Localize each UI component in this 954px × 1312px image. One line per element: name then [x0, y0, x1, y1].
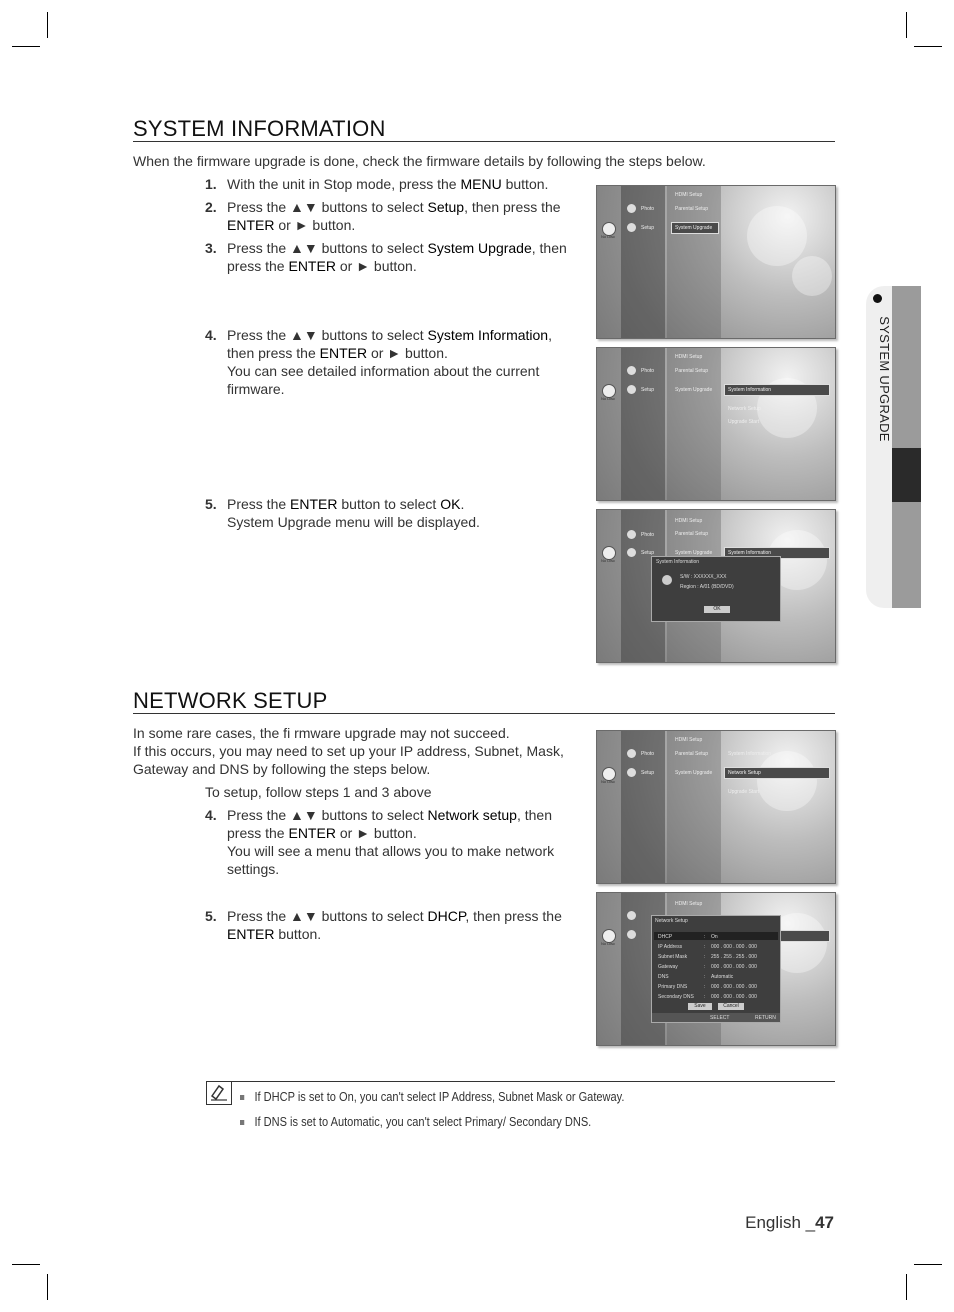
- net-row-key: Primary DNS: [658, 984, 688, 990]
- net-row-value: Automatic: [711, 974, 734, 980]
- intro-line: In some rare cases, the fi rmware upgrade may not succeed.: [133, 725, 510, 741]
- screenshot-setup-menu: No Disc Photo Setup HDMI Setup Parental Setup System Upgrade: [596, 185, 836, 339]
- ok-button[interactable]: OK: [704, 606, 730, 613]
- net-row-value: 255 . 255 . 255 . 000: [711, 954, 757, 960]
- system-information-dialog: System Information S/W : XXXXXX_XXX Region : A/01 (BD/DVD) OK: [651, 556, 781, 622]
- note-item: If DNS is set to Automatic, you can't select Primary/ Secondary DNS.: [240, 1114, 591, 1129]
- step-number: 4.: [205, 327, 217, 343]
- step-number: 4.: [205, 807, 217, 823]
- net-row-key: Gateway: [658, 964, 678, 970]
- screenshot-network-setup-dialog: No Disc HDMI Setup Network Setup DHCP : On IP Address : 000 . 000 . 000 . 000 Subnet Mask : 255 . 255 . 255 . 000 Gateway : 000 . 000 . 000 . 000 DNS : Automatic Primary DNS : 000 . 000 . 000 . 000 Secondary DNS : 000 . 000 . 000 . 000 Save Cancel SELECT RETURN: [596, 892, 836, 1046]
- return-hint: RETURN: [755, 1015, 776, 1021]
- net-row-key: IP Address: [658, 944, 683, 950]
- section-title-system-information: SYSTEM INFORMATION: [133, 116, 386, 141]
- gear-icon: [627, 768, 636, 777]
- section-rule: [133, 141, 835, 142]
- crop-mark: [12, 1264, 40, 1265]
- net-row-key: DNS: [658, 974, 669, 980]
- network-setup-dialog: Network Setup DHCP : On IP Address : 000 . 000 . 000 . 000 Subnet Mask : 255 . 255 . 255 . 000 Gateway : 000 . 000 . 000 . 000 DNS : Automatic Primary DNS : 000 . 000 . 000 . 000 Secondary DNS : 000 . 000 . 000 . 000 Save Cancel SELECT RETURN: [651, 915, 781, 1023]
- gear-icon: [627, 548, 636, 557]
- screenshot-system-information-dialog: No Disc Photo Setup HDMI Setup Parental Setup System Upgrade System Information System Information S/W : XXXXXX_XXX Region : A/01 (BD/DVD) OK: [596, 509, 836, 663]
- net-row-value: 000 . 000 . 000 . 000: [711, 984, 757, 990]
- intro-line: Gateway and DNS by following the steps below.: [133, 761, 431, 777]
- section-rule: [133, 713, 835, 714]
- page-footer: English _47: [745, 1213, 834, 1232]
- section-title-network-setup: NETWORK SETUP: [133, 688, 328, 713]
- net-row-value: 000 . 000 . 000 . 000: [711, 964, 757, 970]
- side-bullet-icon: [873, 294, 882, 303]
- page-number: 47: [815, 1213, 834, 1232]
- net-row-value: 000 . 000 . 000 . 000: [711, 944, 757, 950]
- crop-mark: [914, 1264, 942, 1265]
- net-row-key: Secondary DNS: [658, 994, 694, 1000]
- cancel-button[interactable]: Cancel: [718, 1003, 744, 1010]
- screenshot-system-upgrade-menu: No Disc Photo Setup HDMI Setup Parental Setup System Upgrade System Information Network Setup Upgrade Start: [596, 347, 836, 501]
- step-number: 3.: [205, 240, 217, 256]
- gear-icon: [627, 930, 636, 939]
- intro-line: If this occurs, you may need to set up your IP address, Subnet, Mask,: [133, 743, 564, 759]
- step-number: 5.: [205, 496, 217, 512]
- crop-mark: [914, 46, 942, 47]
- crop-mark: [906, 1274, 907, 1300]
- photo-icon: [627, 749, 636, 758]
- side-tab-label: SYSTEM UPGRADE: [877, 316, 892, 442]
- net-row-key: DHCP: [658, 934, 673, 940]
- net-row-value: On: [711, 934, 718, 940]
- crop-mark: [47, 1274, 48, 1300]
- note-icon: [206, 1081, 232, 1105]
- screenshot-network-setup-menu: No Disc Photo Setup HDMI Setup Parental Setup System Upgrade System Information Network Setup Upgrade Start: [596, 730, 836, 884]
- save-button[interactable]: Save: [688, 1003, 712, 1010]
- notes-rule: [232, 1081, 835, 1082]
- crop-mark: [47, 12, 48, 38]
- intro-text: When the firmware upgrade is done, check the firmware details by following the steps below.: [133, 153, 706, 169]
- photo-icon: [627, 530, 636, 539]
- crop-mark: [12, 46, 40, 47]
- select-hint: SELECT: [710, 1015, 730, 1021]
- pre-steps-text: To setup, follow steps 1 and 3 above: [205, 784, 432, 800]
- chapter-marker: [892, 448, 921, 502]
- step-number: 2.: [205, 199, 217, 215]
- photo-icon: [627, 911, 636, 920]
- note-item: If DHCP is set to On, you can't select IP Address, Subnet Mask or Gateway.: [240, 1089, 624, 1104]
- gear-icon: [627, 385, 636, 394]
- crop-mark: [906, 12, 907, 38]
- gear-icon: [627, 223, 636, 232]
- photo-icon: [627, 366, 636, 375]
- side-tab: [866, 286, 921, 608]
- photo-icon: [627, 204, 636, 213]
- net-row-value: 000 . 000 . 000 . 000: [711, 994, 757, 1000]
- net-row-key: Subnet Mask: [658, 954, 688, 960]
- step-number: 5.: [205, 908, 217, 924]
- info-icon: [662, 575, 672, 585]
- step-number: 1.: [205, 176, 217, 192]
